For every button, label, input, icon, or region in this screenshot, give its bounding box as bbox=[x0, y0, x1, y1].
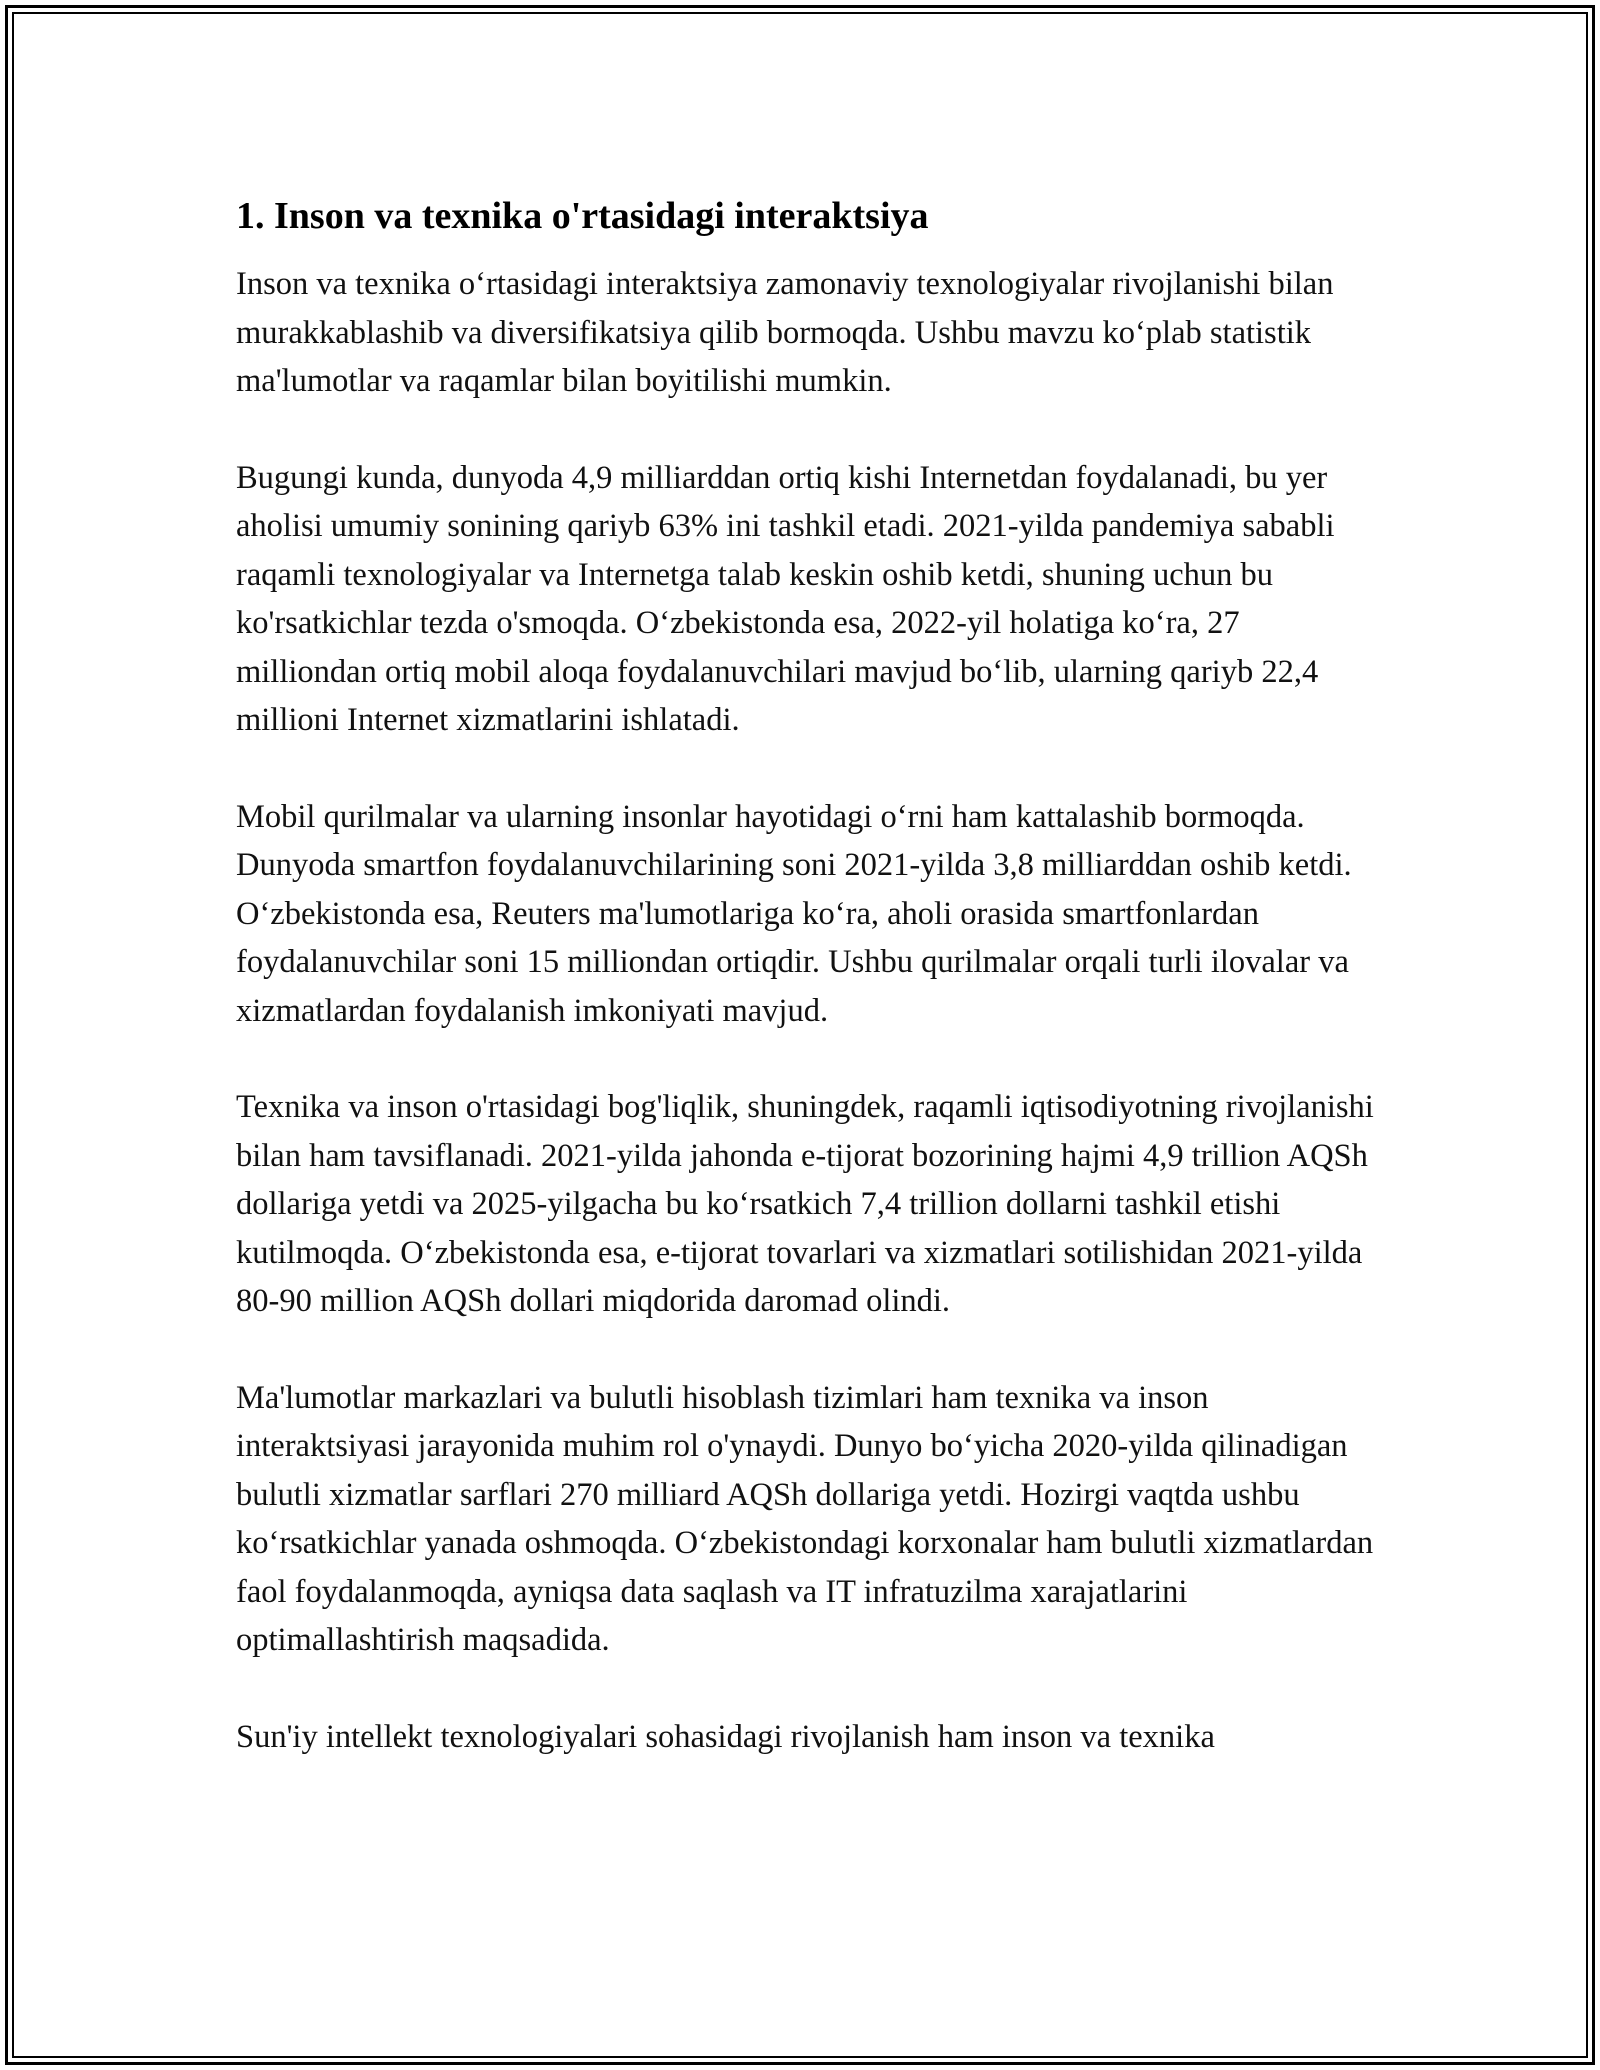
document-body bbox=[236, 188, 1386, 1809]
paragraph-internet-usage: Bugungi kunda, dunyoda 4,9 milliarddan ortiq kishi Internetdan foydalanadi, bu yer aholisi umumiy sonining qariyb 63% ini tashkil etadi. 2021-yilda pandemiya sababli raqamli texnologiyalar va Internetga talab keskin oshib ketdi, shuning uchun bu ko'rsatkichlar tezda o'smoqda. O‘zbekistonda esa, 2022-yil holatiga ko‘ra, 27 milliondan ortiq mobil aloqa foydalanuvchilari mavjud bo‘lib, ularning qariyb 22,4 millioni Internet xizmatlarini ishlatadi. bbox=[236, 459, 1335, 738]
paragraph-ai-technologies: Sun'iy intellekt texnologiyalari sohasidagi rivojlanish ham inson va texnika bbox=[236, 1718, 1215, 1755]
paragraph-digital-economy: Texnika va inson o'rtasidagi bog'liqlik, shuningdek, raqamli iqtisodiyotning rivojlanishi bilan ham tavsiflanadi. 2021-yilda jahonda e-tijorat bozorining hajmi 4,9 trillion AQSh dollariga yetdi va 2025-yilgacha bu ko‘rsatkich 7,4 trillion dollarni tashkil etishi kutilmoqda. O‘zbekistonda esa, e-tijorat tovarlari va xizmatlari sotilishidan 2021-yilda 80-90 million AQSh dollari miqdorida daromad olindi. bbox=[236, 1089, 1374, 1319]
section-heading: 1. Inson va texnika o'rtasidagi interaktsiya bbox=[236, 195, 929, 237]
paragraph-mobile-devices: Mobil qurilmalar va ularning insonlar hayotidagi o‘rni ham kattalashib bormoqda. Dunyoda smartfon foydalanuvchilarining soni 2021-yilda 3,8 milliarddan oshib ketdi. O‘zbekistonda esa, Reuters ma'lumotlariga ko‘ra, aholi orasida smartfonlardan foydalanuvchilar soni 15 milliondan ortiqdir. Ushbu qurilmalar orqali turli ilovalar va xizmatlardan foydalanish imkoniyati mavjud. bbox=[236, 798, 1352, 1029]
paragraph-intro: Inson va texnika o‘rtasidagi interaktsiya zamonaviy texnologiyalar rivojlanishi bilan murakkablashib va diversifikatsiya qilib bormoqda. Ushbu mavzu ko‘plab statistik ma'lumotlar va raqamlar bilan boyitilishi mumkin. bbox=[236, 266, 1334, 399]
paragraph-cloud-computing: Ma'lumotlar markazlari va bulutli hisoblash tizimlari ham texnika va inson interaktsiyasi jarayonida muhim rol o'ynaydi. Dunyo bo‘yicha 2020-yilda qilinadigan bulutli xizmatlar sarflari 270 milliard AQSh dollariga yetdi. Hozirgi vaqtda ushbu ko‘rsatkichlar yanada oshmoqda. O‘zbekistondagi korxonalar ham bulutli xizmatlardan faol foydalanmoqda, ayniqsa data saqlash va IT infratuzilma xarajatlarini optimallashtirish maqsadida. bbox=[236, 1379, 1374, 1658]
